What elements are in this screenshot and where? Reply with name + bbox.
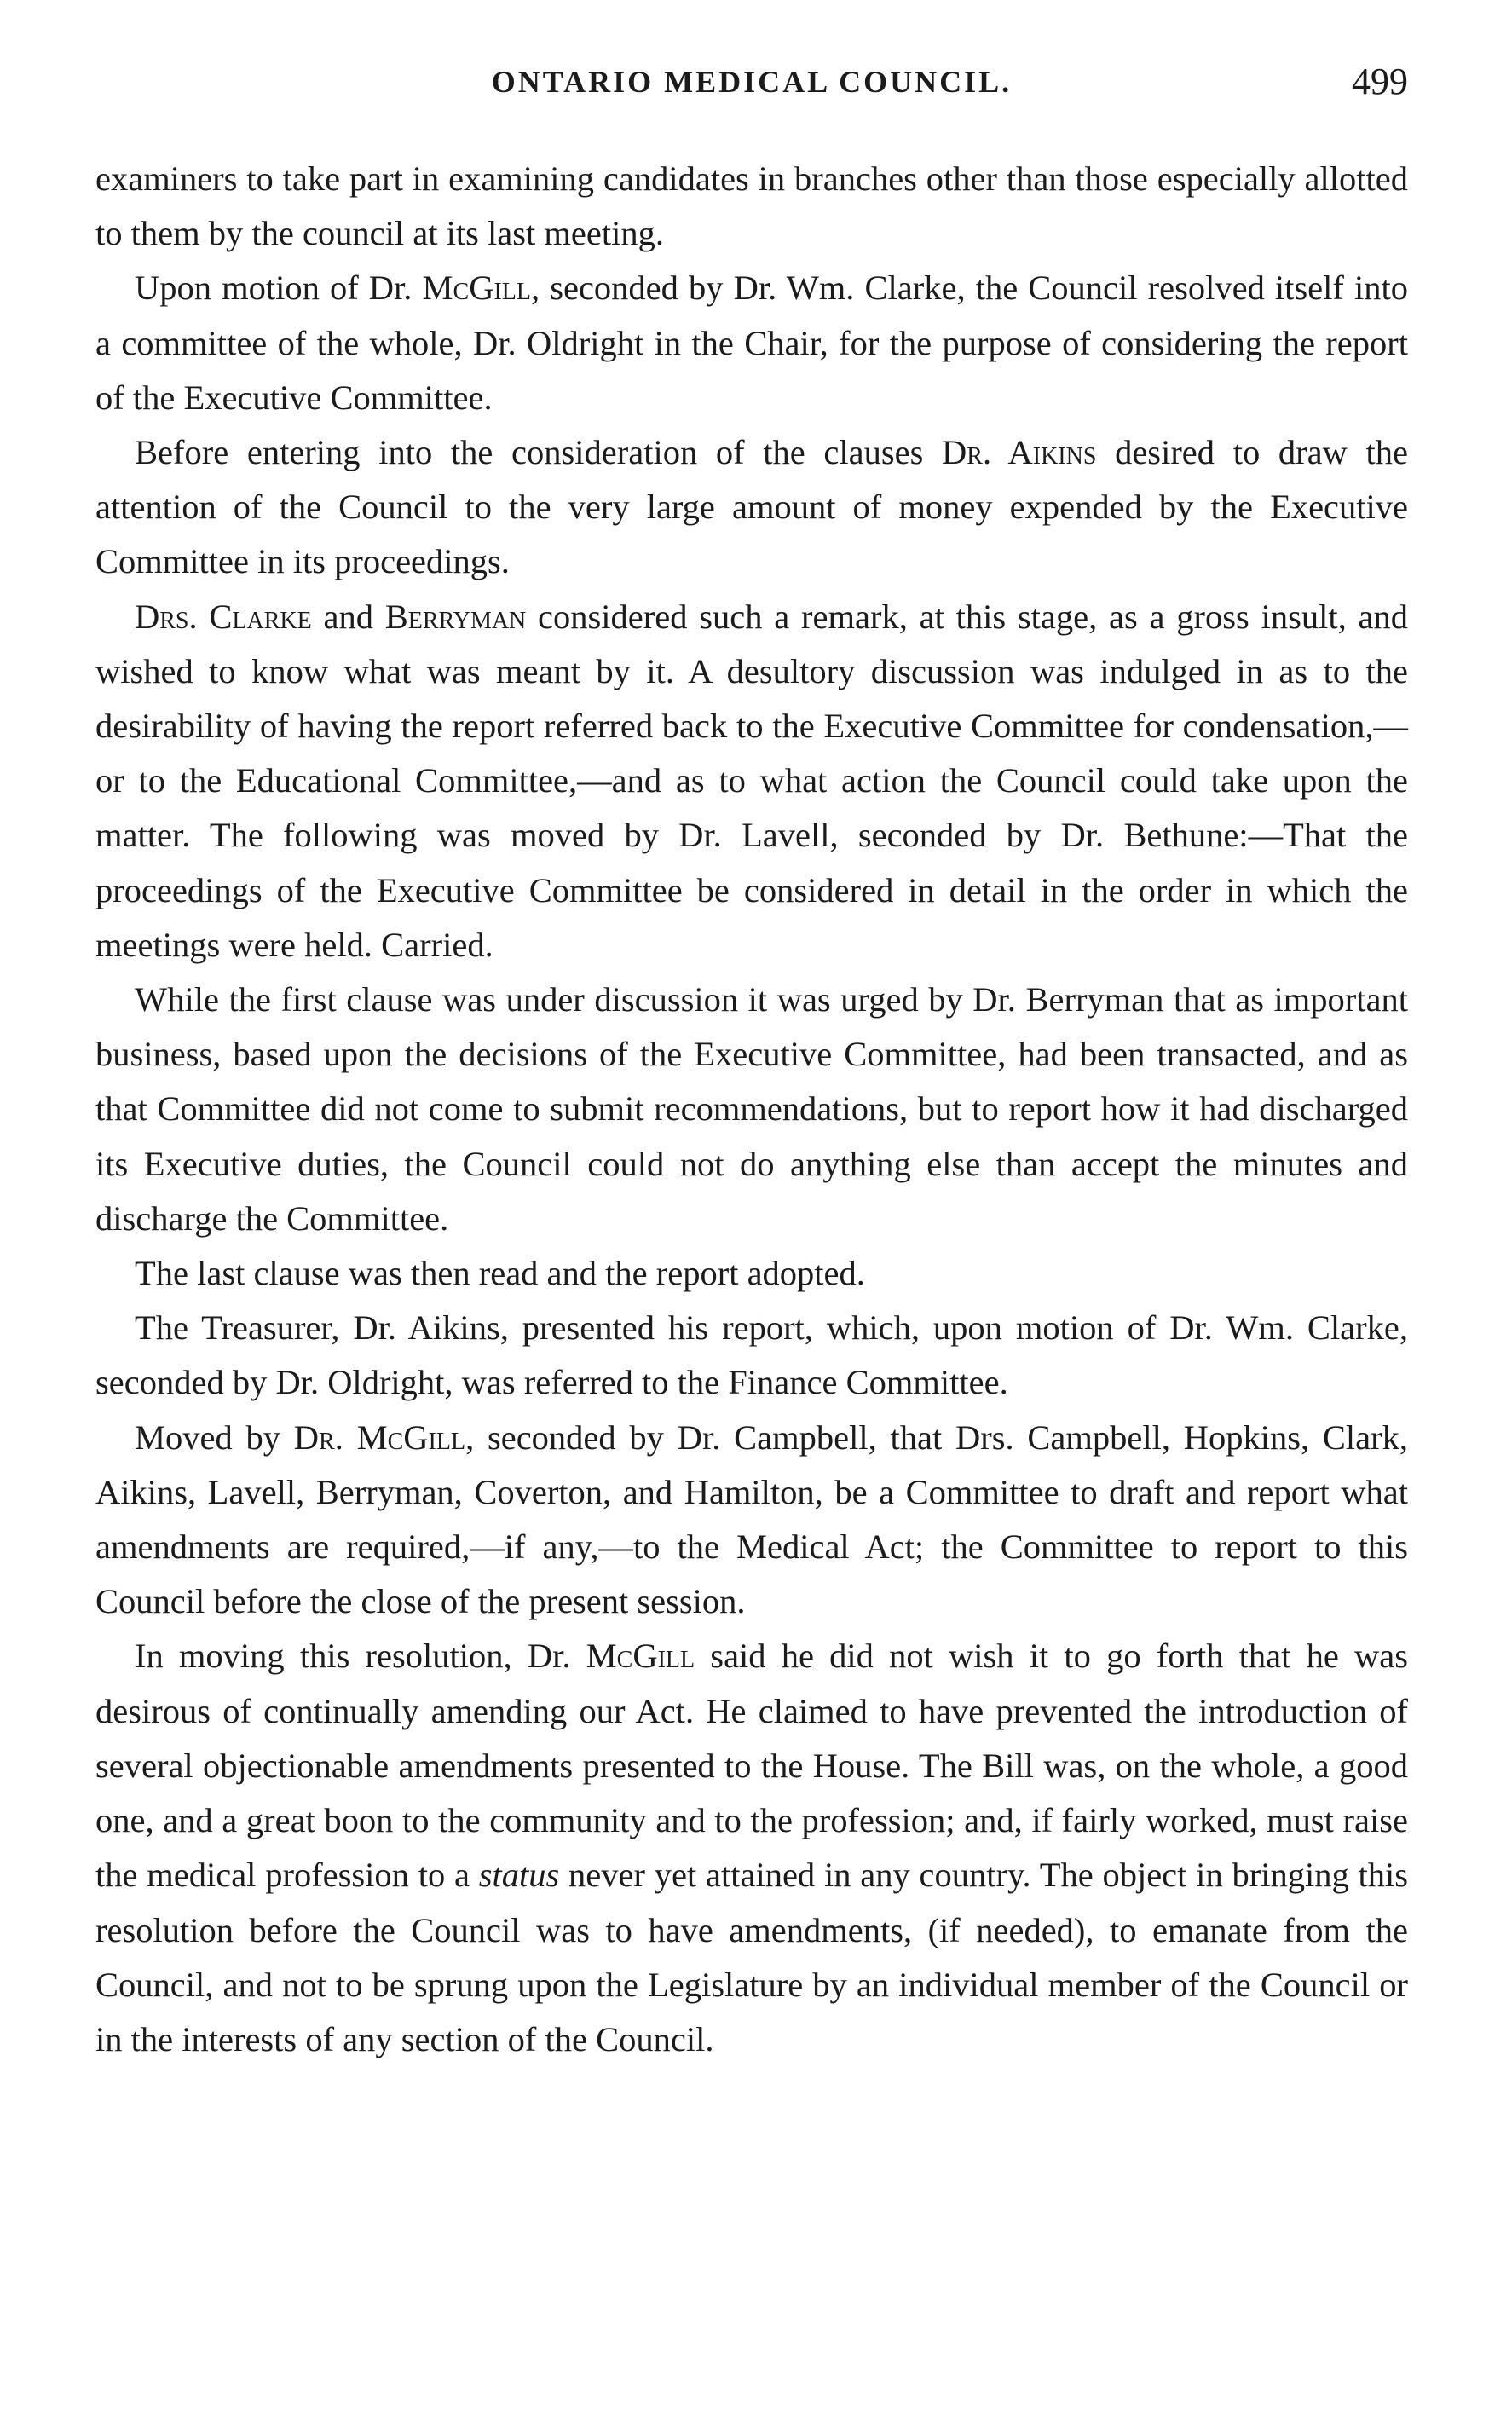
paragraph (95, 152, 1408, 261)
text-run: , seconded by Dr. Campbell, that Drs. Campbell, Hopkins, Clark, Aikins, Lavell, Berryman, Coverton, and Hamilton, be a Committee to draft and report what amendments are required,—if any,—to the Medical Act; the Committee to report to this Council before the close of the present session. (95, 1417, 1408, 1621)
paragraph (95, 1246, 1408, 1301)
text-run: and (311, 597, 385, 636)
text-run: While the first clause was under discussion it was urged by Dr. Berryman that as important business, based upon the decisions of the Executive Committee, had been transacted, and as that Committee did not come to submit recommendations, but to report how it had discharged its Executive duties, the Council could not do anything else than accept the minutes and discharge the Committee. (95, 980, 1408, 1238)
small-caps-name: McGill (422, 268, 531, 308)
text-run: said he did not wish it to go forth that he was desirous of continually amending our Act. He claimed to have prevented the introduction of several objectionable amendments presented to the House. The Bill was, on the whole, a good one, and a great boon to the community and to the profession; and, if fairly worked, must raise the medical profession to a (95, 1637, 1408, 1895)
text-run: In moving this resolution, Dr. (135, 1637, 586, 1676)
small-caps-name: Drs. Clarke (135, 597, 312, 636)
paragraph (95, 261, 1408, 425)
small-caps-name: Dr. McGill (293, 1417, 466, 1457)
body-text (95, 152, 1408, 2067)
small-caps-name: Berryman (384, 597, 527, 636)
text-run: considered such a remark, at this stage, as a gross insult, and wished to know what was meant by it. A desultory discussion was indulged in as to the desirability of having the report referred back to the Executive Committee for condensation,—or to the Educational Committee,—and as to what action the Council could take upon the matter. The following was moved by Dr. Lavell, seconded by Dr. Bethune:—That the proceedings of the Executive Committee be considered in detail in the order in which the meetings were held. Carried. (95, 597, 1408, 964)
small-caps-name: Dr. Aikins (942, 433, 1097, 472)
text-run: , seconded by Dr. Wm. Clarke, the Council resolved itself into a committee of the whole, Dr. Oldright in the Chair, for the purpose of considering the report of the Executive Committee. (95, 268, 1409, 417)
paragraph (95, 590, 1408, 973)
text-run: desired to draw the attention of the Council to the very large amount of money expended by the Executive Committee in its proceedings. (95, 433, 1408, 581)
paragraph (95, 1301, 1408, 1410)
paragraph (95, 1629, 1408, 2067)
italic-term: status (478, 1856, 560, 1895)
text-run: The Treasurer, Dr. Aikins, presented his report, which, upon motion of Dr. Wm. Clarke, seconded by Dr. Oldright, was referred to the Finance Committee. (95, 1308, 1408, 1402)
running-head (95, 56, 1408, 107)
text-run: Before entering into the consideration of the clauses (135, 433, 943, 472)
text-run: Upon motion of Dr. (135, 268, 423, 308)
running-title: ONTARIO MEDICAL COUNCIL. (491, 65, 1013, 99)
small-caps-name: McGill (586, 1637, 695, 1676)
page-number: 499 (1352, 61, 1408, 102)
text-run: examiners to take part in examining candidates in branches other than those especially allotted to them by the council at its last meeting. (95, 159, 1408, 253)
paragraph (95, 973, 1408, 1246)
paragraph (95, 425, 1408, 590)
text-run: The last clause was then read and the report adopted. (135, 1254, 865, 1293)
text-run: Moved by (135, 1417, 294, 1457)
text-run: never yet attained in any country. The object in bringing this resolution before the Council was to have amendments, (if needed), to emanate from the Council, and not to be sprung upon the Legislature by an individual member of the Council or in the interests of any section of the Council. (95, 1856, 1408, 2058)
paragraph (95, 1411, 1408, 1630)
